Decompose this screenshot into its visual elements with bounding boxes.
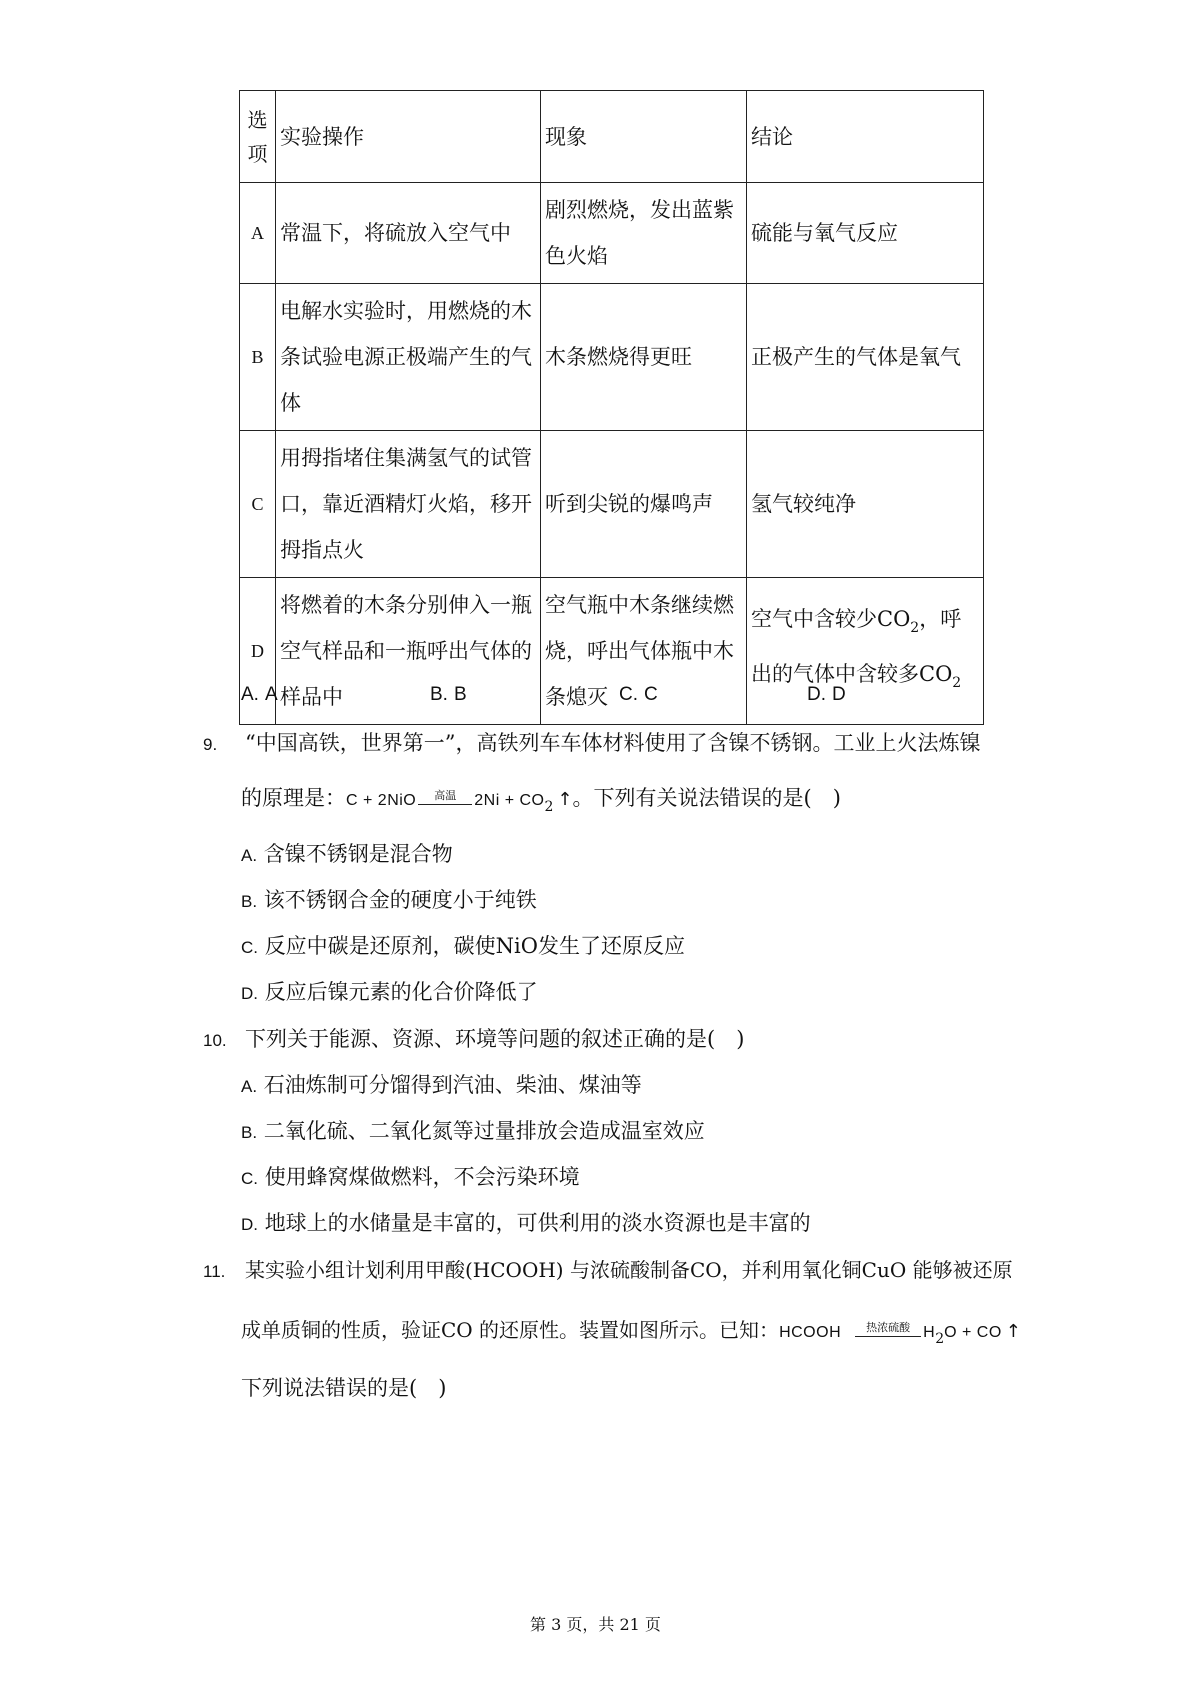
stem-text: 成单质铜的性质，验证CO 的还原性。装置如图所示。已知： <box>241 1318 780 1342</box>
condition-text: 高温 <box>434 789 457 802</box>
row-operation: 电解水实验时，用燃烧的木条试验电源正极端产生的气体 <box>276 284 541 431</box>
answer-option[interactable] <box>241 683 278 706</box>
header-operation: 实验操作 <box>276 91 541 183</box>
option-label: A. <box>241 684 259 705</box>
table-row <box>240 431 984 578</box>
equation-right: O + CO <box>944 1324 1002 1341</box>
option-value: A <box>265 684 278 705</box>
conclusion-part: 空气中含较少CO <box>751 607 911 631</box>
stem-text: 的原理是： <box>241 786 346 810</box>
question-11-number: 11. <box>203 1262 226 1281</box>
question-11-stem-end: 下列说法错误的是( ) <box>241 1376 447 1400</box>
gas-arrow-icon: ↑ <box>1005 1321 1021 1342</box>
option-value: C <box>644 684 658 705</box>
header-phenomenon: 现象 <box>541 91 747 183</box>
row-conclusion: 正极产生的气体是氧气 <box>747 284 984 431</box>
subscript: 2 <box>935 1331 945 1347</box>
subscript: 2 <box>544 799 554 815</box>
option-value: D <box>832 684 846 705</box>
option-label: C. <box>619 684 638 705</box>
table-row <box>240 578 984 725</box>
answer-option[interactable] <box>430 683 467 706</box>
row-phenomenon: 木条燃烧得更旺 <box>541 284 747 431</box>
reaction-condition <box>855 1322 921 1337</box>
option-D[interactable]: D. 反应后镍元素的化合价降低了 <box>241 980 538 1004</box>
table-header-row <box>240 91 984 183</box>
reaction-bar <box>418 804 472 805</box>
header-option: 选项 <box>240 91 276 183</box>
option-D[interactable]: D. 地球上的水储量是丰富的，可供利用的淡水资源也是丰富的 <box>241 1211 811 1235</box>
row-operation: 用拇指堵住集满氢气的试管口，靠近酒精灯火焰，移开拇指点火 <box>276 431 541 578</box>
row-operation: 将燃着的木条分别伸入一瓶空气样品和一瓶呼出气体的样品中 <box>276 578 541 725</box>
row-option: C <box>240 431 276 578</box>
row-phenomenon: 空气瓶中木条继续燃烧，呼出气体瓶中木条熄灭 <box>541 578 747 725</box>
row-conclusion: 硫能与氧气反应 <box>747 183 984 284</box>
answer-option[interactable] <box>619 683 658 706</box>
question-10-stem: 下列关于能源、资源、环境等问题的叙述正确的是( ) <box>245 1027 745 1051</box>
gas-arrow-icon: ↑ <box>557 789 573 810</box>
equation-right: 2Ni + CO <box>474 792 545 809</box>
row-option: B <box>240 284 276 431</box>
option-A[interactable]: A. 含镍不锈钢是混合物 <box>241 842 453 866</box>
question-11-equation-line <box>241 1315 1021 1354</box>
condition-text: 热浓硫酸 <box>866 1321 911 1334</box>
option-value: B <box>454 684 467 705</box>
question-9-number: 9. <box>203 735 218 754</box>
row-conclusion <box>747 578 984 725</box>
row-operation: 常温下，将硫放入空气中 <box>276 183 541 284</box>
answer-option[interactable] <box>807 683 846 706</box>
conclusion-part: ，呼出的气体中含较多CO <box>751 607 962 686</box>
question-10-number: 10. <box>203 1031 227 1050</box>
reaction-bar <box>855 1336 921 1337</box>
option-C[interactable]: C. 使用蜂窝煤做燃料，不会污染环境 <box>241 1165 580 1189</box>
question-11-stem: 某实验小组计划利用甲酸(HCOOH) 与浓硫酸制备CO，并利用氧化铜CuO 能够被还原 <box>245 1258 1013 1282</box>
table-row <box>240 284 984 431</box>
equation-right: H <box>923 1324 936 1341</box>
page-footer: 第 3 页，共 21 页 <box>530 1615 661 1634</box>
subscript: 2 <box>910 620 920 636</box>
row-phenomenon: 剧烈燃烧，发出蓝紫色火焰 <box>541 183 747 284</box>
reaction-condition <box>418 790 472 805</box>
option-C[interactable]: C. 反应中碳是还原剂，碳使NiO发生了还原反应 <box>241 934 685 958</box>
option-A[interactable]: A. 石油炼制可分馏得到汽油、柴油、煤油等 <box>241 1073 642 1097</box>
row-conclusion: 氢气较纯净 <box>747 431 984 578</box>
table-row <box>240 183 984 284</box>
option-B[interactable]: B. 二氧化硫、二氧化氮等过量排放会造成温室效应 <box>241 1119 705 1143</box>
row-option: D <box>240 578 276 725</box>
question-9-stem: “中国高铁，世界第一”，高铁列车车体材料使用了含镍不锈钢。工业上火法炼镍 <box>245 731 981 755</box>
experiment-table <box>239 90 984 725</box>
option-label: D. <box>807 684 826 705</box>
header-conclusion: 结论 <box>747 91 984 183</box>
equation-left: C + 2NiO <box>346 792 417 809</box>
question-9-equation-line <box>241 783 841 822</box>
row-phenomenon: 听到尖锐的爆鸣声 <box>541 431 747 578</box>
row-option: A <box>240 183 276 284</box>
option-B[interactable]: B. 该不锈钢合金的硬度小于纯铁 <box>241 888 537 912</box>
subscript: 2 <box>952 675 962 691</box>
equation-left: HCOOH <box>779 1324 842 1341</box>
option-label: B. <box>430 684 448 705</box>
stem-text: 。下列有关说法错误的是( ) <box>572 786 841 810</box>
